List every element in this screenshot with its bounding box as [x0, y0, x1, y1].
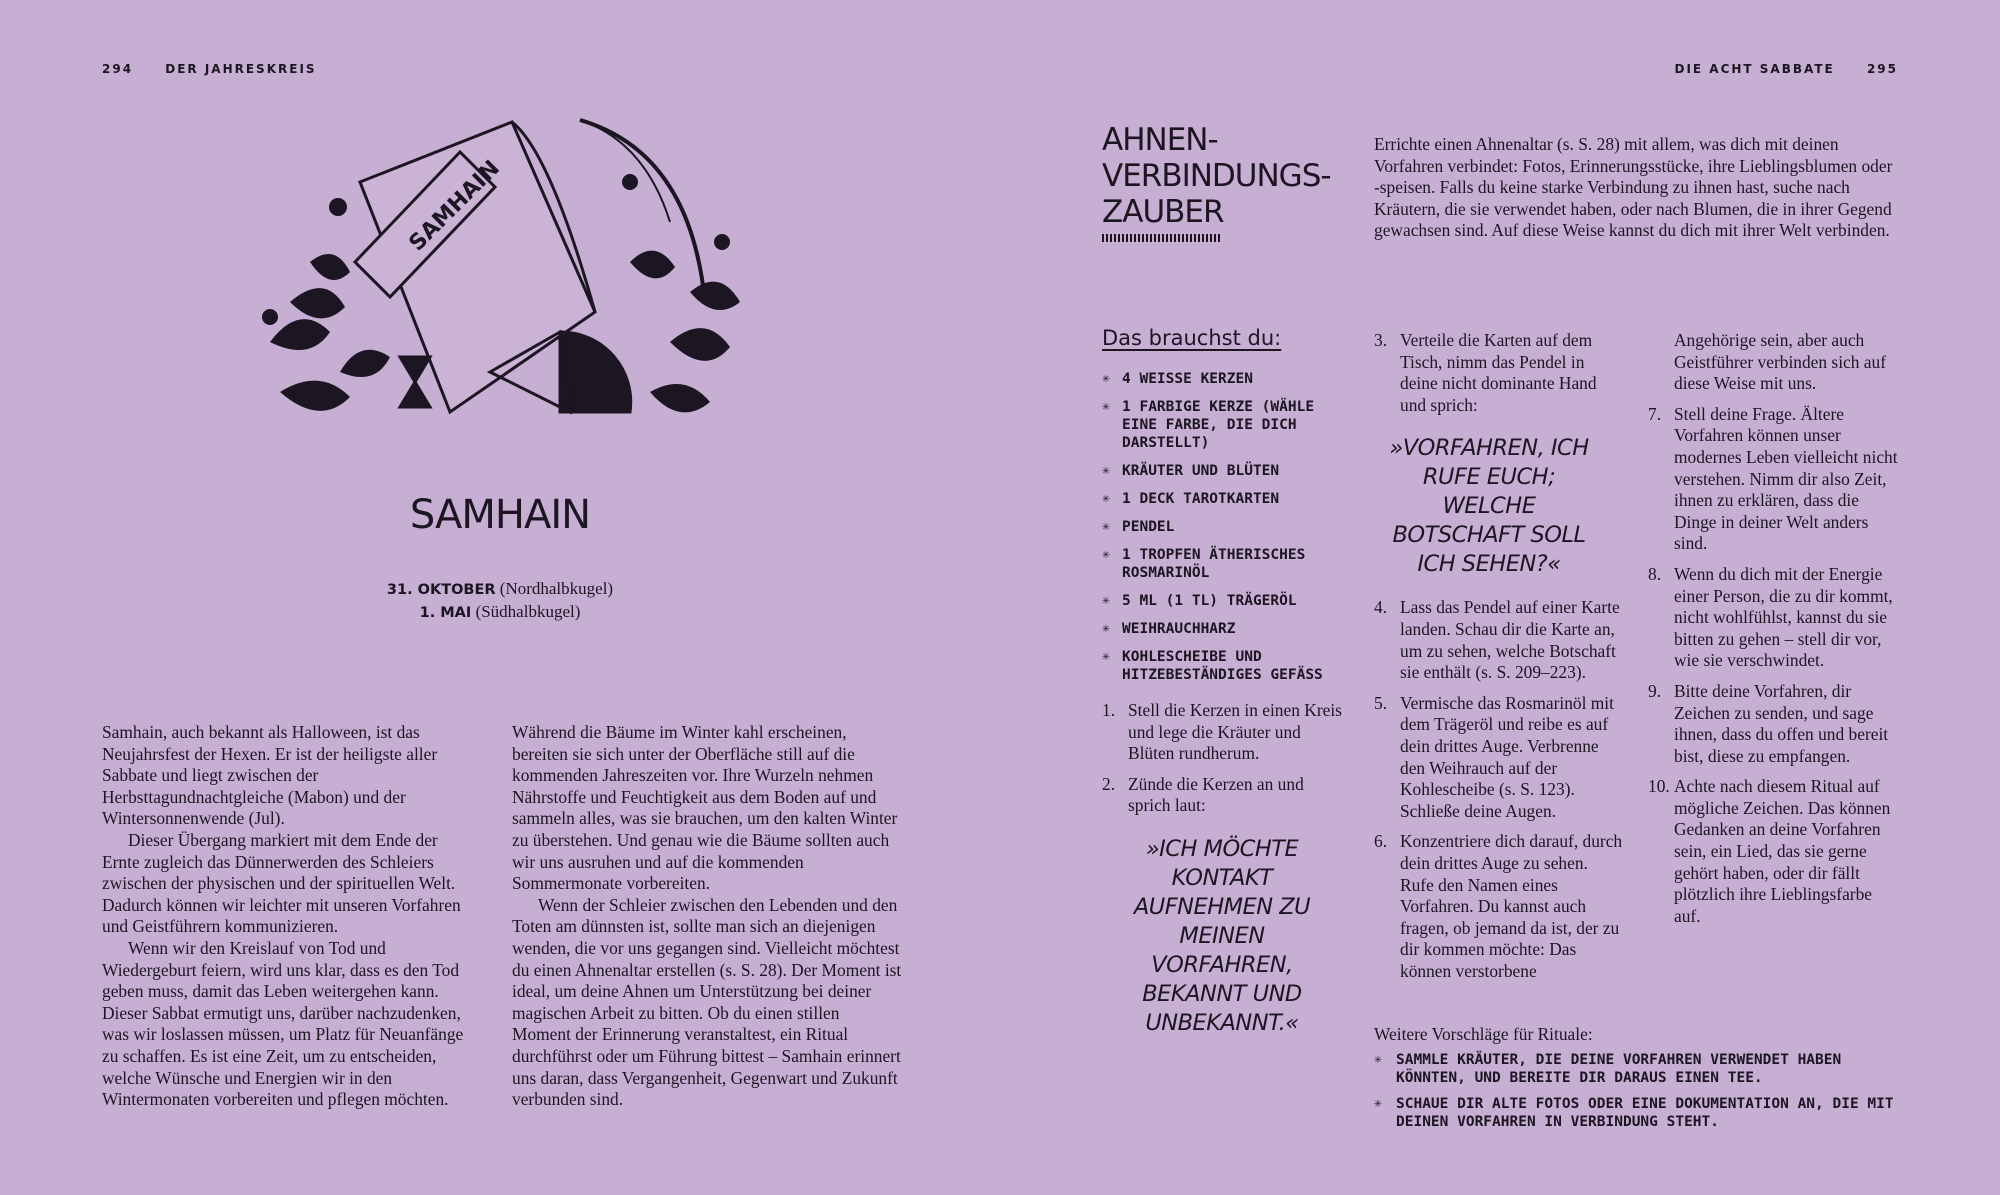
quote-invocation: »ICH MÖCHTE KONTAKT AUFNEHMEN ZU MEINEN VORFAHREN, BEKANNT UND UNBEKANNT.« — [1133, 835, 1311, 1036]
list-item: ✳ SCHAUE DIR ALTE FOTOS ODER EINE DOKUMENTATION AN, DIE MIT DEINEN VORFAHREN IN VERBINDUNG STEHT. — [1374, 1095, 1894, 1131]
left-body-col1 — [102, 722, 474, 1111]
date-north: 31. OKTOBER (Nordhalbkugel) — [386, 579, 614, 598]
steps-1-2 — [1102, 700, 1342, 817]
step: 9. Bitte deine Vorfahren, dir Zeichen zu senden, und sage ihnen, dass du offen und bereit bist, diese zu empfangen. — [1648, 680, 1889, 766]
spell-intro: Errichte einen Ahnenaltar (s. S. 28) mit allem, was dich mit deinen Vorfahren verbindet: Fotos, Erinnerungsstücke, ihre Lieblingsblumen oder -speisen. Falls du keine starke Verbindung zu ihnen hast, suche nach Kräutern, die sie verwendet haben, oder nach Blumen, die in ihrer Gegend gewachsen sind. Auf diese Weise kannst du dich mit ihrer Welt verbinden. — [1374, 134, 1893, 241]
materials-column — [1102, 326, 1342, 1038]
further-list — [1374, 1051, 1894, 1131]
samhain-wheel-icon — [250, 112, 750, 432]
steps-column-2 — [1374, 330, 1624, 991]
right-page-number: 295 — [1866, 62, 1898, 76]
left-running-head — [102, 62, 317, 76]
step-continuation: Angehörige sein, aber auch Geistführer verbinden sich auf diese Weise mit uns. — [1674, 330, 1886, 394]
right-running-title: DIE ACHT SABBATE — [1674, 62, 1835, 76]
step: 3. Verteile die Karten auf dem Tisch, nimm das Pendel in deine nicht dominante Hand und sprich: — [1374, 330, 1597, 415]
left-running-title: DER JAHRESKREIS — [165, 62, 317, 76]
samhain-illustration — [250, 112, 750, 432]
paragraph: Wenn der Schleier zwischen den Lebenden und den Toten am dünnsten ist, sollte man sich an diejenigen wenden, die vor uns gegangen sind. Vielleicht möchtest du einen Ahnenaltar erstellen (s. S. 28). Der Moment ist ideal, um deine Ahnen um Unterstützung bei deiner magischen Arbeit zu bitten. Ob du einen stillen Moment der Erinnerung veranstaltest, ein Ritual durchführst oder um Führung bittest – Samhain erinnert uns daran, dass Vergangenheit, Gegenwart und Zukunft verbunden sind. — [512, 894, 902, 1110]
paragraph: Samhain, auch bekannt als Halloween, ist das Neujahrsfest der Hexen. Er ist der heiligste aller Sabbate und liegt zwischen der Herbsttagundnachtgleiche (Mabon) und der Wintersonnenwende (Jul). — [102, 722, 438, 829]
step: 5. Vermische das Rosmarinöl mit dem Trägeröl und reibe es auf dein drittes Auge. Verbrenne den Weihrauch auf der Kohlescheibe (s. S. 123). Schließe deine Augen. — [1374, 692, 1614, 821]
step: 4. Lass das Pendel auf einer Karte landen. Schau dir die Karte an, um zu sehen, welche Botschaft sie enthält (s. S. 209–223). — [1374, 597, 1620, 683]
step: 1. Stell die Kerzen in einen Kreis und lege die Kräuter und Blüten rundherum. — [1102, 700, 1342, 764]
steps-column-3 — [1648, 330, 1900, 936]
list-item: ✳ 5 ML (1 TL) TRÄGERÖL — [1102, 592, 1342, 610]
spell-title: AHNEN- VERBINDUNGS- ZAUBER — [1102, 122, 1331, 230]
step: 8. Wenn du dich mit der Energie einer Person, die zu dir kommt, nicht wohlfühlst, kannst du sie bitten zu gehen – stell dir vor, wie sie verschwindet. — [1648, 563, 1893, 671]
left-page-number: 294 — [102, 62, 134, 76]
paragraph: Wenn wir den Kreislauf von Tod und Wiedergeburt feiern, wird uns klar, dass es den Tod geben muss, damit das Leben weitergehen kann. Dieser Sabbat ermutigt uns, darüber nachzudenken, was wir loslassen müssen, um Platz für Neuanfänge zu schaffen. Es ist eine Zeit, um zu entscheiden, welche Wünsche und Energien wir in den Wintermonaten vorbereiten und pflegen möchten. — [102, 937, 464, 1110]
further-suggestions — [1374, 1024, 1894, 1139]
spell-title-block — [1102, 122, 1342, 242]
list-item: ✳ 1 FARBIGE KERZE (WÄHLE EINE FARBE, DIE DICH DARSTELLT) — [1102, 398, 1342, 452]
paragraph: Während die Bäume im Winter kahl erscheinen, bereiten sie sich unter der Oberfläche still auf die kommenden Jahreszeiten vor. Ihre Wurzeln nehmen Nährstoffe und Feuchtigkeit aus dem Boden auf und sammeln alles, was sie brauchen, um den kalten Winter zu überstehen. Und genau wie die Bäume sollten auch wir uns ausruhen und auf die kommenden Sommermonate vorbereiten. — [512, 722, 898, 894]
page-title: SAMHAIN — [409, 492, 591, 538]
paragraph: Dieser Übergang markiert mit dem Ende der Ernte zugleich das Dünnerwerden des Schleiers zwischen der physischen und der spirituellen Welt. Dadurch können wir leichter mit unseren Vorfahren und Geistführern kommunizieren. — [102, 829, 461, 937]
list-item: ✳ 1 DECK TAROTKARTEN — [1102, 490, 1342, 508]
right-running-head — [1674, 62, 1898, 76]
materials-list — [1102, 370, 1342, 684]
materials-heading: Das brauchst du: — [1102, 326, 1282, 350]
list-item: ✳ 4 WEISSE KERZEN — [1102, 370, 1342, 388]
list-item: ✳ SAMMLE KRÄUTER, DIE DEINE VORFAHREN VERWENDET HABEN KÖNNTEN, UND BEREITE DIR DARAUS EINEN TEE. — [1374, 1051, 1894, 1087]
list-item: ✳ WEIHRAUCHHARZ — [1102, 620, 1342, 638]
quote-pendulum: »VORFAHREN, ICH RUFE EUCH; WELCHE BOTSCHAFT SOLL ICH SEHEN?« — [1389, 435, 1589, 578]
left-body-col2 — [512, 722, 902, 1111]
date-south: 1. MAI (Südhalbkugel) — [419, 602, 581, 621]
list-item: ✳ KOHLESCHEIBE UND HITZEBESTÄNDIGES GEFÄSS — [1102, 648, 1342, 684]
step: 2. Zünde die Kerzen an und sprich laut: — [1102, 773, 1304, 816]
title-rule — [1102, 234, 1220, 242]
further-heading: Weitere Vorschläge für Rituale: — [1374, 1024, 1593, 1044]
step: 10. Achte nach diesem Ritual auf mögliche Zeichen. Das können Gedanken an deine Vorfahren sein, ein Lied, das sie gerne gehört haben, oder dir fällt plötzlich ihre Lieblingsfarbe auf. — [1648, 776, 1891, 926]
list-item: ✳ KRÄUTER UND BLÜTEN — [1102, 462, 1342, 480]
banner-text: SAMHAIN — [404, 155, 505, 257]
step: 6. Konzentriere dich darauf, durch dein drittes Auge zu sehen. Rufe den Namen eines Vorfahren. Du kannst auch fragen, ob jemand da ist, der zu dir kommen möchte: Das können verstorbene — [1374, 831, 1623, 981]
dates-block — [300, 578, 700, 624]
list-item: ✳ PENDEL — [1102, 518, 1342, 536]
step: 7. Stell deine Frage. Ältere Vorfahren können unser modernes Leben vielleicht nicht verstehen. Nimm dir also Zeit, ihnen zu erklären, dass die Dinge in deiner Welt anders sind. — [1648, 403, 1898, 554]
list-item: ✳ 1 TROPFEN ÄTHERISCHES ROSMARINÖL — [1102, 546, 1342, 582]
